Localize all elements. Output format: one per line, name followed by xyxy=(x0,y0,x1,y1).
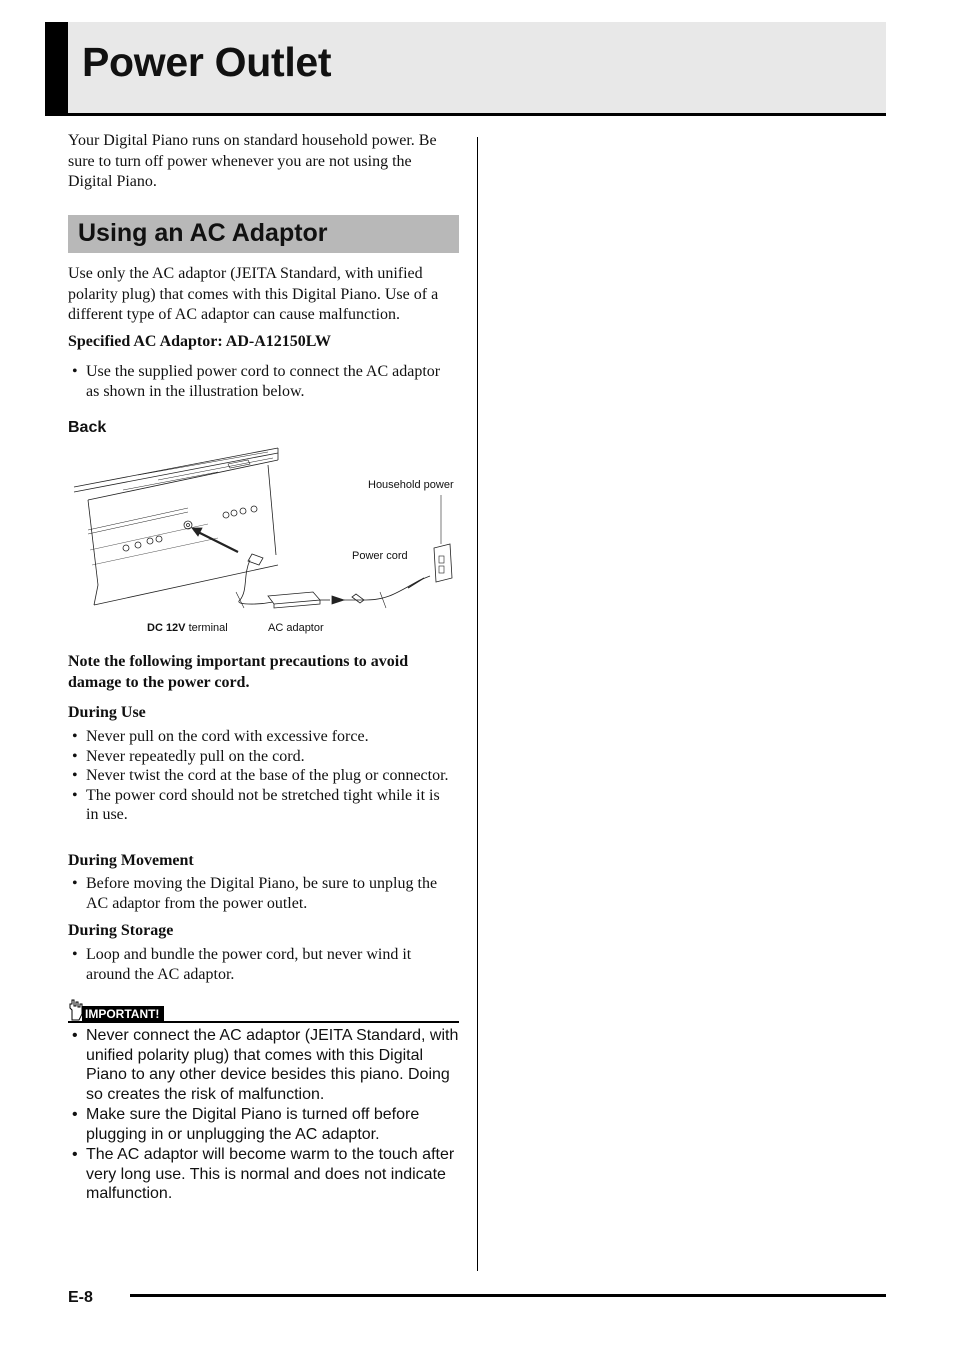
list-item: • Never repeatedly pull on the cord. xyxy=(72,747,305,765)
list-item: • Never twist the cord at the base of the plug or connector. xyxy=(72,767,449,784)
list-item: • Loop and bundle the power cord, but never wind it around the AC adaptor. xyxy=(72,946,412,983)
important-list xyxy=(68,1026,460,1205)
during-movement-list xyxy=(68,874,453,913)
column-divider xyxy=(477,137,478,1271)
section-bullets xyxy=(68,362,443,401)
footer-rule xyxy=(130,1294,886,1297)
precautions-intro: Note the following important precautions to avoid damage to the power cord. xyxy=(68,653,409,691)
during-movement-heading: During Movement xyxy=(68,852,194,869)
during-use-heading: During Use xyxy=(68,704,146,721)
figure-heading: Back xyxy=(68,419,107,436)
list-item: • Before moving the Digital Piano, be sure to unplug the AC adaptor from the power outlet. xyxy=(72,875,438,912)
list-item: • The power cord should not be stretched tight while it is in use. xyxy=(72,786,440,823)
section-title: Using an AC Adaptor xyxy=(78,219,328,247)
during-storage-heading: During Storage xyxy=(68,922,174,939)
during-use-list xyxy=(68,727,453,825)
label-household-power: Household power xyxy=(368,479,454,491)
label-power-cord: Power cord xyxy=(352,550,408,562)
piano-back-drawing xyxy=(68,440,460,640)
list-item: • Make sure the Digital Piano is turned off before plugging in or unplugging the AC adaptor. xyxy=(72,1106,420,1143)
label-dc-terminal: DC 12V terminal xyxy=(147,622,228,634)
section-heading-bar xyxy=(68,215,459,253)
connection-illustration xyxy=(68,440,460,640)
page-title-bar xyxy=(45,22,886,116)
title-accent-block xyxy=(45,22,68,113)
section-body: Use only the AC adaptor (JEITA Standard, with unified polarity plug) that comes with this Digital Piano. Use of a different type of AC adaptor can cause malfunction. xyxy=(68,265,439,323)
important-badge: IMPORTANT! xyxy=(82,1006,164,1021)
during-storage-list xyxy=(68,945,453,984)
label-ac-adaptor: AC adaptor xyxy=(268,622,324,634)
page-number: E-8 xyxy=(68,1289,93,1306)
list-item: • Never pull on the cord with excessive force. xyxy=(72,728,369,745)
list-item: • Never connect the AC adaptor (JEITA Standard, with unified polarity plug) that comes with this Digital Piano to any other device besides this piano. Doing so creates the risk of malfunction. xyxy=(72,1027,459,1103)
list-item: • The AC adaptor will become warm to the touch after very long use. This is normal and does not indicate malfunction. xyxy=(72,1146,455,1202)
intro-paragraph: Your Digital Piano runs on standard household power. Be sure to turn off power whenever you are not using the Digital Piano. xyxy=(68,132,437,190)
important-rule xyxy=(68,1021,459,1023)
page-title: Power Outlet xyxy=(82,39,332,85)
list-item: • Use the supplied power cord to connect the AC adaptor as shown in the illustration below. xyxy=(72,363,441,400)
specified-adaptor: Specified AC Adaptor: AD-A12150LW xyxy=(68,333,331,350)
